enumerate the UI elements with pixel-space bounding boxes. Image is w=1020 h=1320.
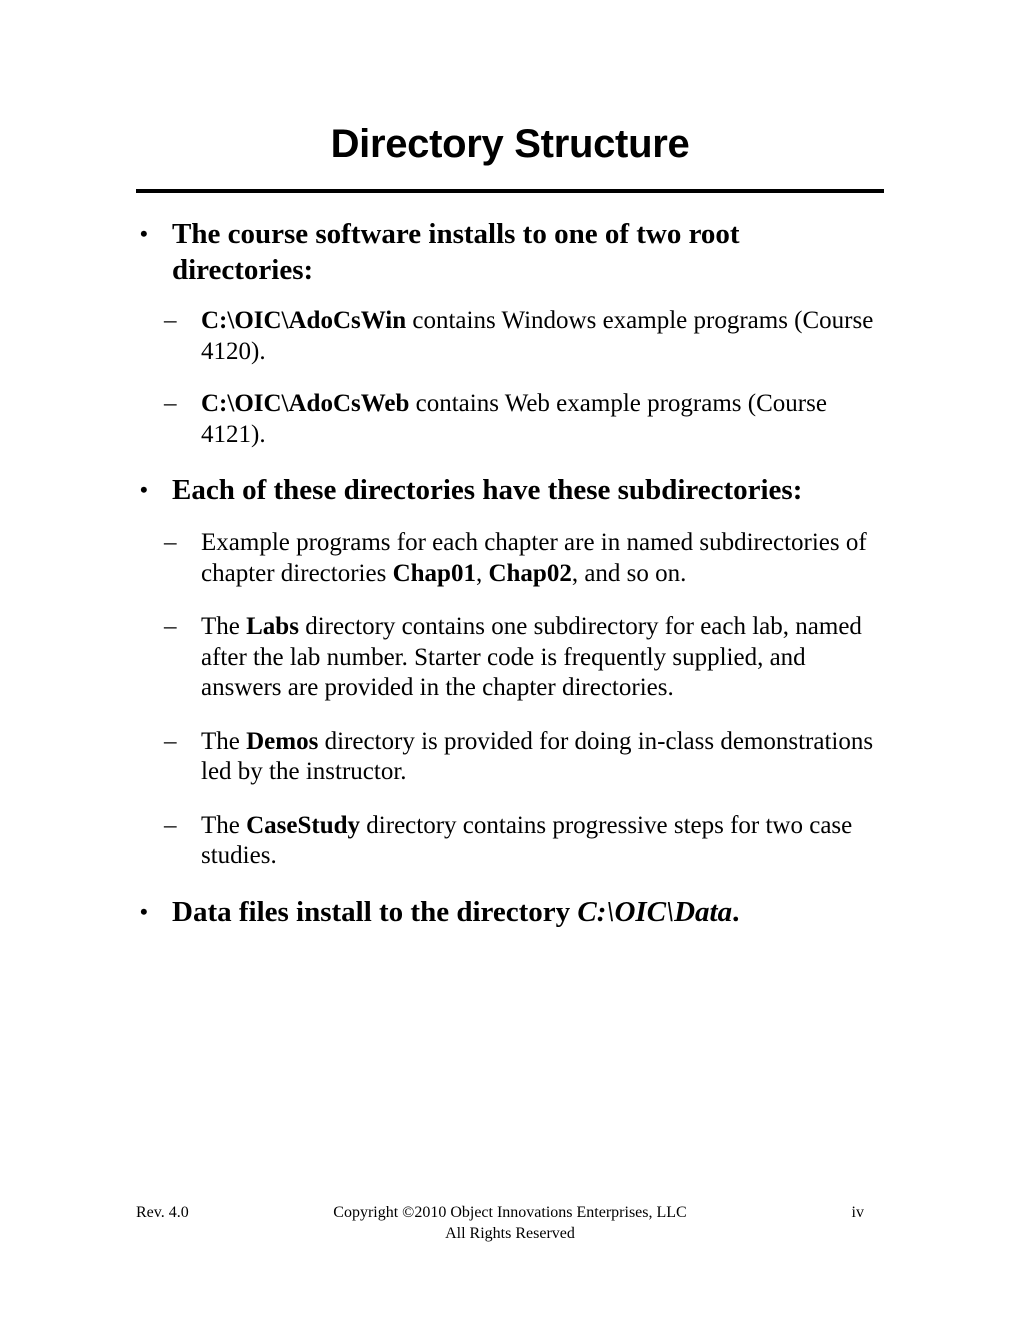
bullet-data-files: [136, 894, 884, 930]
sub-list-install-roots: [136, 306, 884, 450]
bullet-icon: •: [140, 221, 148, 246]
bullet-text: Each of these directories have these subdirectories:: [172, 474, 803, 506]
sub-item-adocsweb: [136, 389, 884, 450]
sub-item-text: directory is provided for doing in-class demonstrations led by the instructor.: [201, 727, 874, 785]
directory-name: Demos: [246, 727, 319, 755]
revision-label: Rev. 4.0: [136, 1204, 189, 1221]
sub-item-chapters: [136, 528, 884, 589]
sub-item-adocswin: [136, 306, 884, 367]
dash-icon: –: [164, 390, 177, 417]
dash-icon: –: [164, 811, 177, 839]
dash-icon: –: [164, 529, 177, 556]
page-number: iv: [851, 1204, 864, 1221]
dash-icon: –: [164, 307, 177, 334]
separator-text: ,: [475, 559, 489, 587]
page-title: Directory Structure: [330, 122, 690, 166]
copyright-notice: [136, 1202, 884, 1244]
directory-path: C:\OIC\AdoCsWeb: [201, 390, 410, 417]
dash-icon: –: [164, 727, 177, 755]
bullet-install-roots: [136, 216, 884, 288]
dash-icon: –: [164, 613, 177, 640]
copyright-line: Copyright ©2010 Object Innovations Enterprises, LLC: [333, 1204, 687, 1221]
bullet-list: [136, 216, 884, 930]
bullet-icon: •: [140, 477, 148, 502]
directory-path: C:\OIC\AdoCsWin: [201, 307, 407, 334]
sub-item-text: contains Web example programs (Course 4121).: [201, 390, 827, 448]
directory-name: Labs: [246, 613, 299, 640]
bullet-subdirectories: [136, 472, 884, 508]
sub-item-text: directory contains progressive steps for two case studies.: [201, 811, 853, 869]
sub-item-text: Example programs for each chapter are in named subdirectories of chapter directories: [201, 529, 867, 587]
sub-item-text: , and so on.: [571, 559, 687, 587]
sub-list-subdirectories: [136, 528, 884, 872]
sub-item-text: directory contains one subdirectory for each lab, named after the lab number. Starter code is frequently supplied, and answers are provided in the chapter directories.: [201, 613, 862, 701]
sub-item-text: The: [201, 727, 247, 755]
data-directory-path: C:\OIC\Data: [577, 895, 733, 928]
directory-name: Chap02: [488, 559, 572, 587]
sub-item-labs: [136, 612, 884, 704]
bullet-text: The course software installs to one of two root directories:: [172, 218, 740, 286]
bullet-end: .: [732, 895, 740, 928]
bullet-text: Data files install to the directory: [172, 895, 578, 928]
directory-name: Chap01: [392, 559, 476, 587]
sub-item-text: The: [201, 613, 247, 640]
sub-item-text: The: [201, 811, 247, 839]
rights-line: All Rights Reserved: [445, 1225, 575, 1242]
sub-item-text: contains Windows example programs (Course 4120).: [201, 307, 874, 365]
directory-name: CaseStudy: [246, 811, 361, 839]
bullet-icon: •: [140, 898, 148, 924]
title-divider: [136, 189, 884, 193]
sub-item-casestudy: [136, 811, 884, 872]
sub-item-demos: [136, 727, 884, 788]
